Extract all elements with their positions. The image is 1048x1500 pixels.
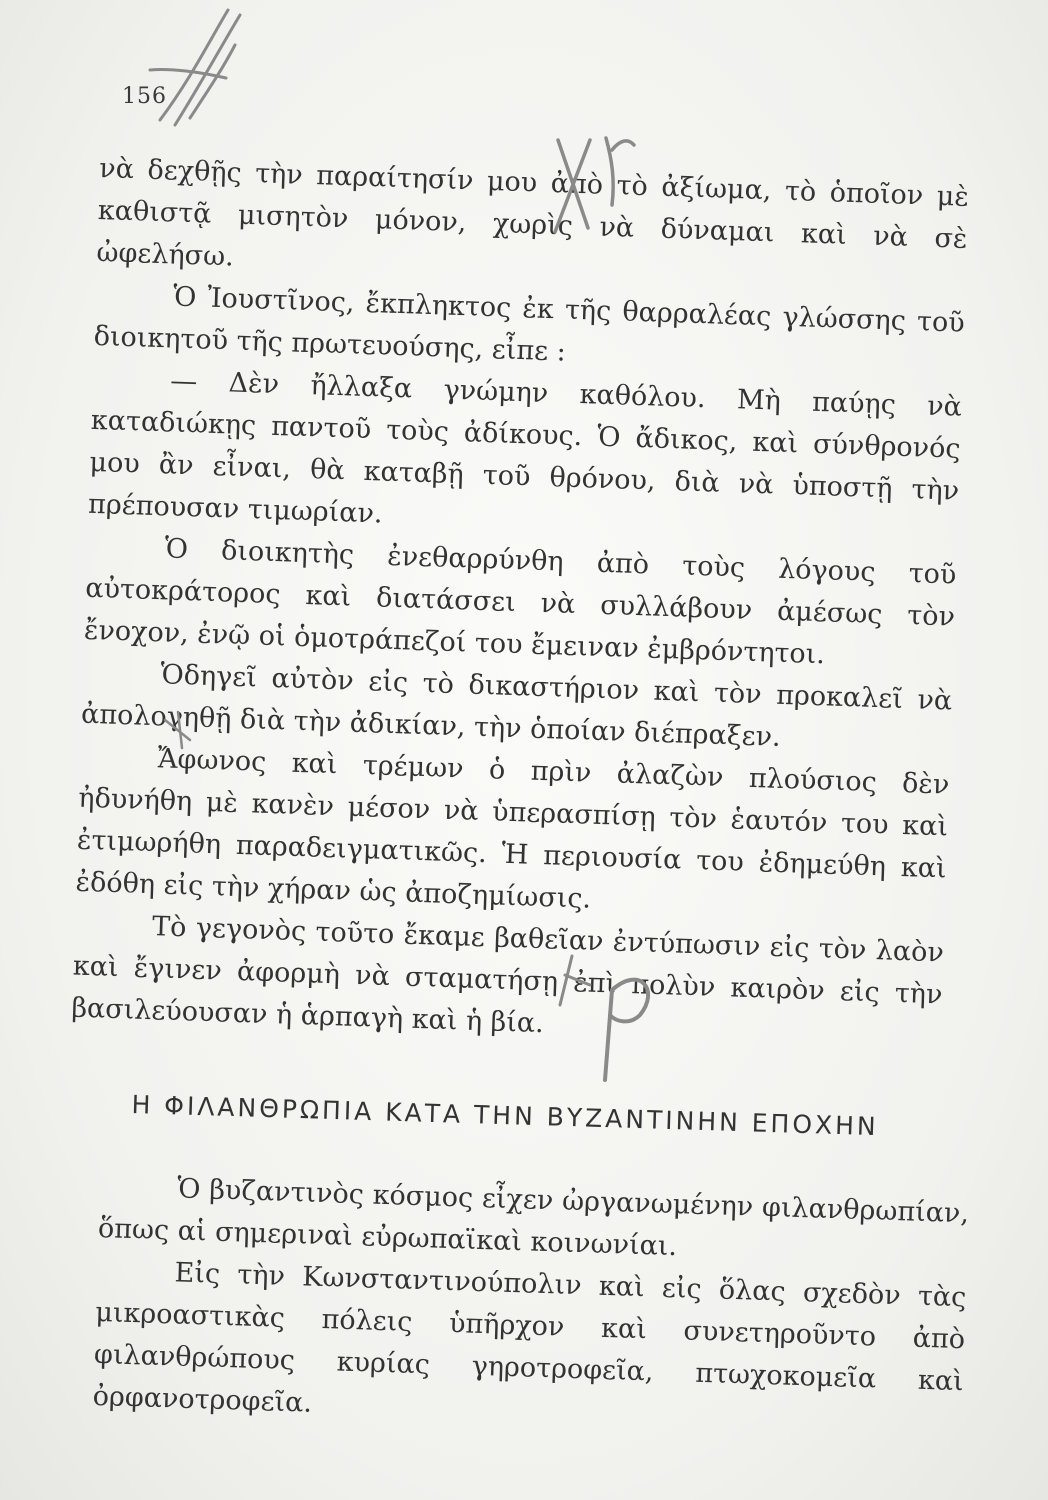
section-heading: Η ΦΙΛΑΝΘΡΩΠΙΑ ΚΑΤΑ ΤΗΝ ΒΥΖΑΝΤΙΝΗΝ ΕΠΟΧΗΝ <box>131 1090 880 1142</box>
paragraph: Τὸ γεγονὸς τοῦτο ἔκαμε βαθεῖαν ἐντύπωσιν εἰς τὸν λαὸν καὶ ἔγινεν ἀφορμὴ νὰ σταματήσῃ ἐπὶ πολὺν καιρὸν εἰς τὴν βασιλεύουσαν ἡ ἁρπαγὴ καὶ ἡ βία. <box>70 911 945 1040</box>
paragraph: Ὁ βυζαντινὸς κόσμος εἶχεν ὠργανωμένην φιλανθρωπίαν, ὅπως αἱ σημεριναὶ εὐρωπαϊκαὶ κοινωνίαι. <box>97 1173 970 1263</box>
page-number: 156 <box>122 84 167 109</box>
paragraph: Ὁ διοικητὴς ἐνεθαρρύνθη ἀπὸ τοὺς λόγους τοῦ αὐτοκράτορος καὶ διατάσσει νὰ συλλάβουν ἀμέσως τὸν ἔνοχον, ἐνῷ οἱ ὁμοτράπεζοί του ἔμειναν ἐμβρόντητοι. <box>83 533 957 671</box>
paragraph: — Δὲν ἤλλαξα γνώμην καθόλου. Μὴ παύῃς νὰ καταδιώκῃς παντοῦ τοὺς ἀδίκους. Ὁ ἄδικος, καὶ σύνθρονός μου ἂν εἶναι, θὰ καταβῇ τοῦ θρόνου, διὰ νὰ ὑποστῇ τὴν πρέπουσαν τιμωρίαν. <box>87 365 963 530</box>
paragraph: Εἰς τὴν Κωνσταντινούπολιν καὶ εἰς ὅλας σχεδὸν τὰς μικροαστικὰς πόλεις ὑπῆρχον καὶ συνετηροῦντο ἀπὸ φιλανθρώπους κυρίας γηροτροφεῖα, πτωχοκομεῖα καὶ ὀρφανοτροφεῖα. <box>92 1257 967 1419</box>
body-text-section-2 <box>92 1166 969 1445</box>
paragraph: Ὁ Ἰουστῖνος, ἔκπληκτος ἐκ τῆς θαρραλέας γλώσσης τοῦ διοικητοῦ τῆς πρωτευούσης, εἶπε : <box>93 281 966 368</box>
paragraph: Ἄφωνος καὶ τρέμων ὁ πρὶν ἀλαζὼν πλούσιος δὲν ἠδυνήθη μὲ κανὲν μέσον νὰ ὑπερασπίσῃ τὸν ἑαυτόν του καὶ ἐτιμωρήθη παραδειγματικῶς. Ἡ περιουσία του ἐδημεύθη καὶ ἐδόθη εἰς τὴν χήραν ὡς ἀποζημίωσις. <box>75 743 950 915</box>
paragraph: νὰ δεχθῇς τὴν παραίτησίν μου ἀπὸ τὸ ἀξίωμα, τὸ ὁποῖον μὲ καθιστᾷ μισητὸν μόνον, χωρὶς νὰ δύναμαι καὶ νὰ σὲ ὠφελήσω. <box>96 152 970 273</box>
body-text-section-1 <box>71 148 970 1058</box>
paragraph: Ὁδηγεῖ αὐτὸν εἰς τὸ δικαστήριον καὶ τὸν προκαλεῖ νὰ ἀπολογηθῇ διὰ τὴν ἀδικίαν, τὴν ὁποίαν διέπραξεν. <box>80 659 953 753</box>
